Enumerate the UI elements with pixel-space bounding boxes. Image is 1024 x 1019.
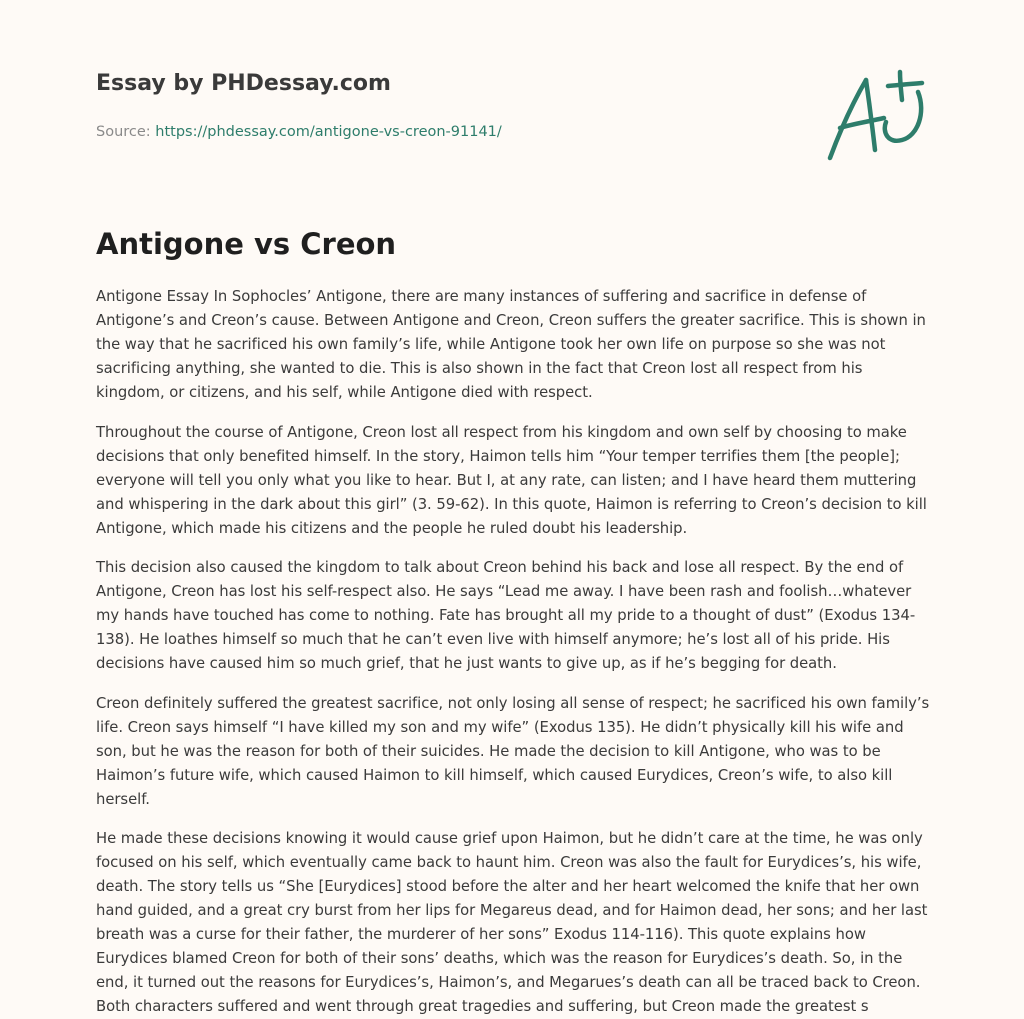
page-header <box>96 70 796 140</box>
essay-paragraph: Antigone Essay In Sophocles’ Antigone, there are many instances of suffering and sacrifice in defense of Antigone’s and Creon’s cause. Between Antigone and Creon, Creon suffers the greater sacrifice. This is shown in the way that he sacrificed his own family’s life, while Antigone took her own life on purpose so she was not sacrificing anything, she wanted to die. This is also shown in the fact that Creon lost all respect from his kingdom, or citizens, and his self, while Antigone died with respect. <box>96 288 926 401</box>
source-link[interactable]: https://phdessay.com/antigone-vs-creon-91141/ <box>155 124 502 140</box>
essay-body <box>96 285 932 1015</box>
essay-title: Antigone vs Creon <box>96 227 397 261</box>
a-plus-logo-icon <box>822 66 932 166</box>
source-line <box>96 124 502 140</box>
brand-title: Essay by PHDessay.com <box>96 71 391 96</box>
essay-paragraph: This decision also caused the kingdom to talk about Creon behind his back and lose all respect. By the end of Antigone, Creon has lost his self-respect also. He says “Lead me away. I have been rash and foolish…whatever my hands have touched has come to nothing. Fate has brought all my pride to a thought of dust” (Exodus 134-138). He loathes himself so much that he can’t even live with himself anymore; he’s lost all of his pride. His decisions have caused him so much grief, that he just wants to give up, as if he’s begging for death. <box>96 559 916 672</box>
essay-paragraph: Creon definitely suffered the greatest sacrifice, not only losing all sense of respect; he sacrificed his own family’s life. Creon says himself “I have killed my son and my wife” (Exodus 135). He didn’t physically kill his wife and son, but he was the reason for both of their suicides. He made the decision to kill Antigone, who was to be Haimon’s future wife, which caused Haimon to kill himself, which caused Eurydices, Creon’s wife, to also kill herself. <box>96 694 930 808</box>
essay-paragraph: He made these decisions knowing it would cause grief upon Haimon, but he didn’t care at the time, he was only focused on his self, which eventually came back to haunt him. Creon was also the fault for Eurydices’s, his wife, death. The story tells us “She [Eurydices] stood before the alter and her heart welcomed the knife that her own hand guided, and a great cry burst from her lips for Megareus dead, and for Haimon dead, her sons; and her last breath was a curse for their father, the murderer of her sons” Exodus 114-116). This quote explains how Eurydices blamed Creon for both of their sons’ deaths, which was the reason for Eurydices’s death. So, in the end, it turned out the reasons for Eurydices’s, Haimon’s, and Megarues’s death can all be traced back to Creon. Both characters suffered and went through great tragedies and suffering, but Creon made the greatest s <box>96 830 928 1015</box>
essay-paragraph: Throughout the course of Antigone, Creon lost all respect from his kingdom and own self by choosing to make decisions that only benefited himself. In the story, Haimon tells him “Your temper terrifies them [the people]; everyone will tell you only what you like to hear. But I, at any rate, can listen; and I have heard them muttering and whispering in the dark about this girl” (3. 59-62). In this quote, Haimon is referring to Creon’s decision to kill Antigone, which made his citizens and the people he ruled doubt his leadership. <box>96 423 927 537</box>
source-label: Source: <box>96 124 156 140</box>
